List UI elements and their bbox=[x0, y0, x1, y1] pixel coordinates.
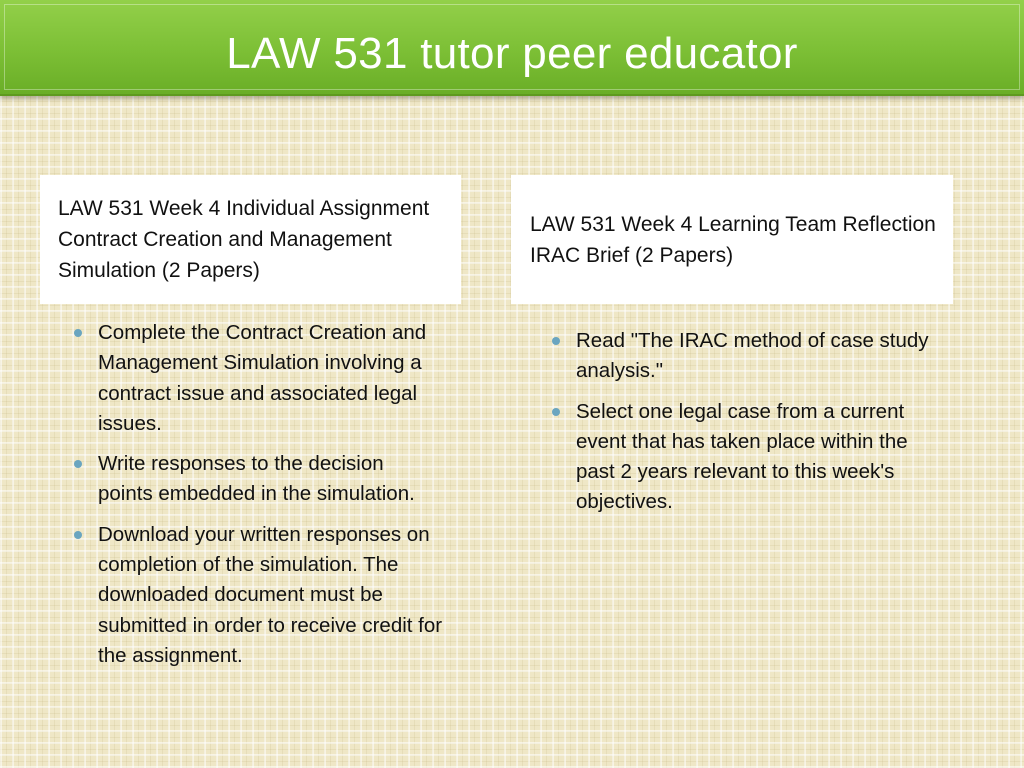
bullet-text: Complete the Contract Creation and Management Simulation involving a contract issue and associated legal issues. bbox=[98, 321, 427, 435]
right-heading: LAW 531 Week 4 Learning Team Reflection IRAC Brief (2 Papers) bbox=[530, 212, 936, 267]
bullet-dot-icon bbox=[74, 329, 82, 337]
bullet-text: Select one legal case from a current event that has taken place within the past 2 years relevant to this week's objectives. bbox=[576, 399, 908, 514]
list-item bbox=[552, 326, 932, 387]
right-bullet-list bbox=[552, 326, 932, 528]
bullet-text: Write responses to the decision points embedded in the simulation. bbox=[98, 452, 415, 506]
left-heading-box bbox=[40, 175, 461, 304]
list-item bbox=[74, 449, 444, 510]
bullet-text: Read "The IRAC method of case study analysis." bbox=[576, 329, 929, 383]
list-item bbox=[74, 520, 444, 671]
bullet-dot-icon bbox=[74, 460, 82, 468]
left-bullet-list bbox=[74, 318, 444, 681]
right-heading-box bbox=[511, 175, 953, 304]
bullet-dot-icon bbox=[552, 408, 560, 416]
bullet-dot-icon bbox=[552, 337, 560, 345]
bullet-dot-icon bbox=[74, 531, 82, 539]
list-item bbox=[74, 318, 444, 439]
list-item bbox=[552, 397, 932, 518]
bullet-text: Download your written responses on completion of the simulation. The downloaded document must be submitted in order to receive credit for the assignment. bbox=[98, 522, 443, 667]
left-heading: LAW 531 Week 4 Individual Assignment Contract Creation and Management Simulation (2 Papers) bbox=[58, 197, 430, 282]
title-bar bbox=[0, 0, 1024, 96]
slide-title: LAW 531 tutor peer educator bbox=[226, 29, 798, 78]
